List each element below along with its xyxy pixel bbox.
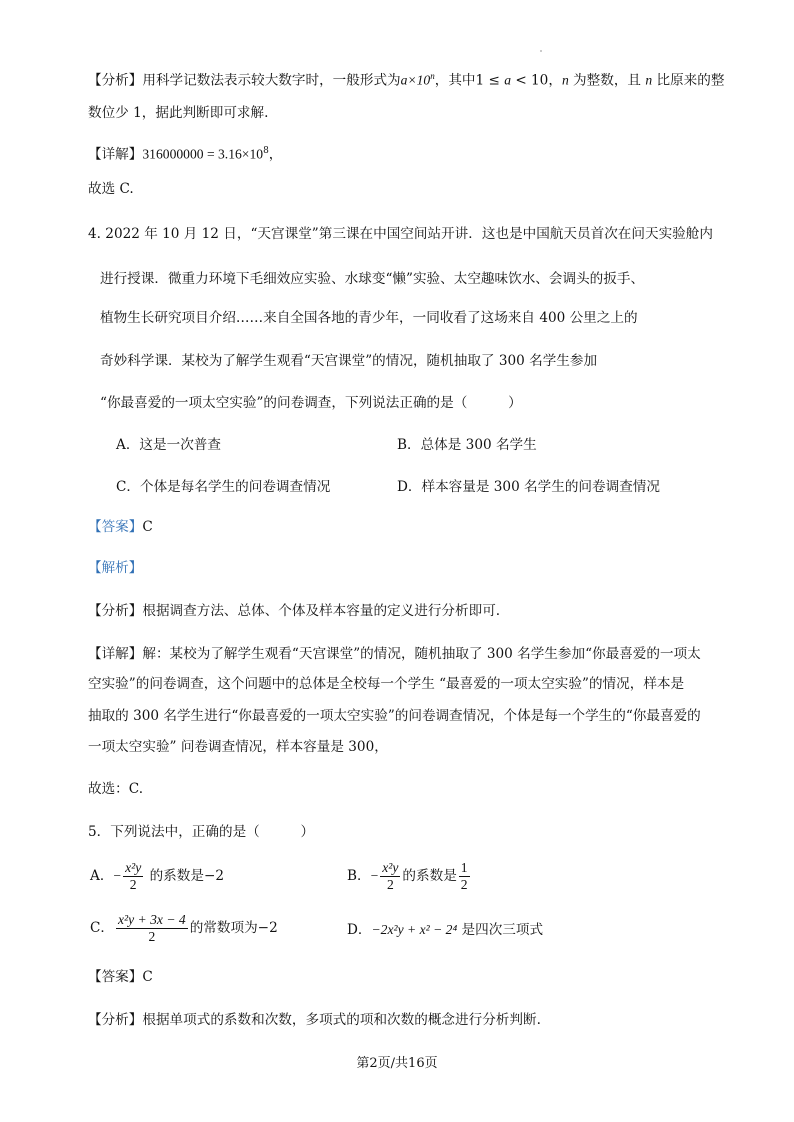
q4-answer: 【答案】C bbox=[88, 519, 153, 535]
analysis-tag: 【分析】 bbox=[88, 603, 143, 619]
fraction: $\frac{\text{x²y + 3x − 4}}{2}$ bbox=[118, 912, 186, 944]
q4-explanation-tag: 【解析】 bbox=[88, 560, 143, 576]
fraction: $\frac{1}{2}$ bbox=[460, 860, 468, 892]
fraction: $\frac{\text{x²y}}{2}$ bbox=[125, 860, 142, 892]
analysis-tag: 【分析】 bbox=[88, 1012, 143, 1028]
q5-analysis: 【分析】根据单项式的系数和次数，多项式的项和次数的概念进行分析判断. bbox=[88, 1012, 541, 1028]
q4-line-5: “你最喜爱的一项太空实验”的问卷调查，下列说法正确的是（ ） bbox=[100, 395, 522, 411]
detail-tag: 【详解】 bbox=[88, 646, 143, 662]
q4-line-1: 4. 2022 年 10 月 12 日，“天宫课堂”第三课在中国空间站开讲．这也是中国航天员首次在问天实验舱内 bbox=[88, 226, 713, 242]
answer-tag: 【答案】 bbox=[88, 969, 143, 985]
fraction: $\frac{\text{x²y}}{2}$ bbox=[382, 860, 399, 892]
analysis-tag: 【分析】 bbox=[88, 72, 143, 89]
answer-tag: 【答案】 bbox=[88, 519, 143, 535]
analysis-line-2: 数位少 1，据此判断即可求解. bbox=[88, 105, 269, 121]
q5-stem: 5．下列说法中，正确的是（ ） bbox=[88, 824, 315, 840]
q5-option-a: A．− $\frac{\text{x²y}}{2}$ 的系数是−2 bbox=[90, 860, 224, 892]
q4-detail-line-1: 【详解】解：某校为了解学生观看“天宫课堂”的情况，随机抽取了 300 名学生参加“你最喜爱的一项太 bbox=[88, 646, 701, 662]
q4-line-3: 植物生长研究项目介绍……来自全国各地的青少年，一同收看了这场来自 400 公里之上的 bbox=[100, 310, 638, 326]
page-footer: 第2页/共16页 bbox=[356, 1056, 438, 1071]
q4-detail-line-3: 抽取的 300 名学生进行“你最喜爱的一项太空实验”的问卷调查情况，个体是每一个学生的“你最喜爱的 bbox=[88, 708, 701, 724]
q4-option-a: A．这是一次普查 bbox=[116, 437, 221, 453]
analysis-line-1: 【分析】用科学记数法表示较大数字时，一般形式为$a\times 10^n$，其中1 ≤ a < 10，n 为整数，且 n 比原来的整 bbox=[88, 71, 725, 89]
q4-choice: 故选：C. bbox=[88, 781, 144, 797]
scan-speck bbox=[540, 50, 542, 52]
q5-option-d: D．−2x²y + x² − 2⁴ 是四次三项式 bbox=[347, 922, 544, 938]
q4-detail-line-4: 一项太空实验” 问卷调查情况，样本容量是 300， bbox=[88, 739, 388, 755]
q5-answer: 【答案】C bbox=[88, 969, 153, 985]
q4-detail-line-2: 空实验”的问卷调查，这个问题中的总体是全校每一个学生 “最喜爱的一项太空实验”的情况，样本是 bbox=[88, 676, 685, 692]
q4-line-4: 奇妙科学课．某校为了解学生观看“天宫课堂”的情况，随机抽取了 300 名学生参加 bbox=[100, 353, 598, 369]
q4-option-d: D．样本容量是 300 名学生的问卷调查情况 bbox=[397, 479, 660, 495]
detail-tag: 【详解】 bbox=[88, 146, 143, 163]
q4-line-2: 进行授课．微重力环境下毛细效应实验、水球变“懒”实验、太空趣味饮水、会调头的扳手、 bbox=[100, 271, 645, 287]
choice-line: 故选 C. bbox=[88, 181, 134, 197]
q5-option-c: C． $\frac{\text{x²y + 3x − 4}}{2}$ 的常数项为−2 bbox=[90, 912, 278, 944]
q5-option-b: B．− $\frac{\text{x²y}}{2}$ 的系数是 $\frac{1}{2}$ bbox=[347, 860, 468, 892]
q4-option-b: B．总体是 300 名学生 bbox=[397, 437, 537, 453]
q4-analysis: 【分析】根据调查方法、总体、个体及样本容量的定义进行分析即可. bbox=[88, 603, 501, 619]
q4-option-c: C．个体是每名学生的问卷调查情况 bbox=[116, 479, 331, 495]
detail-line: 【详解】$316000000 = 3.16\times 10^8$， bbox=[88, 146, 283, 163]
